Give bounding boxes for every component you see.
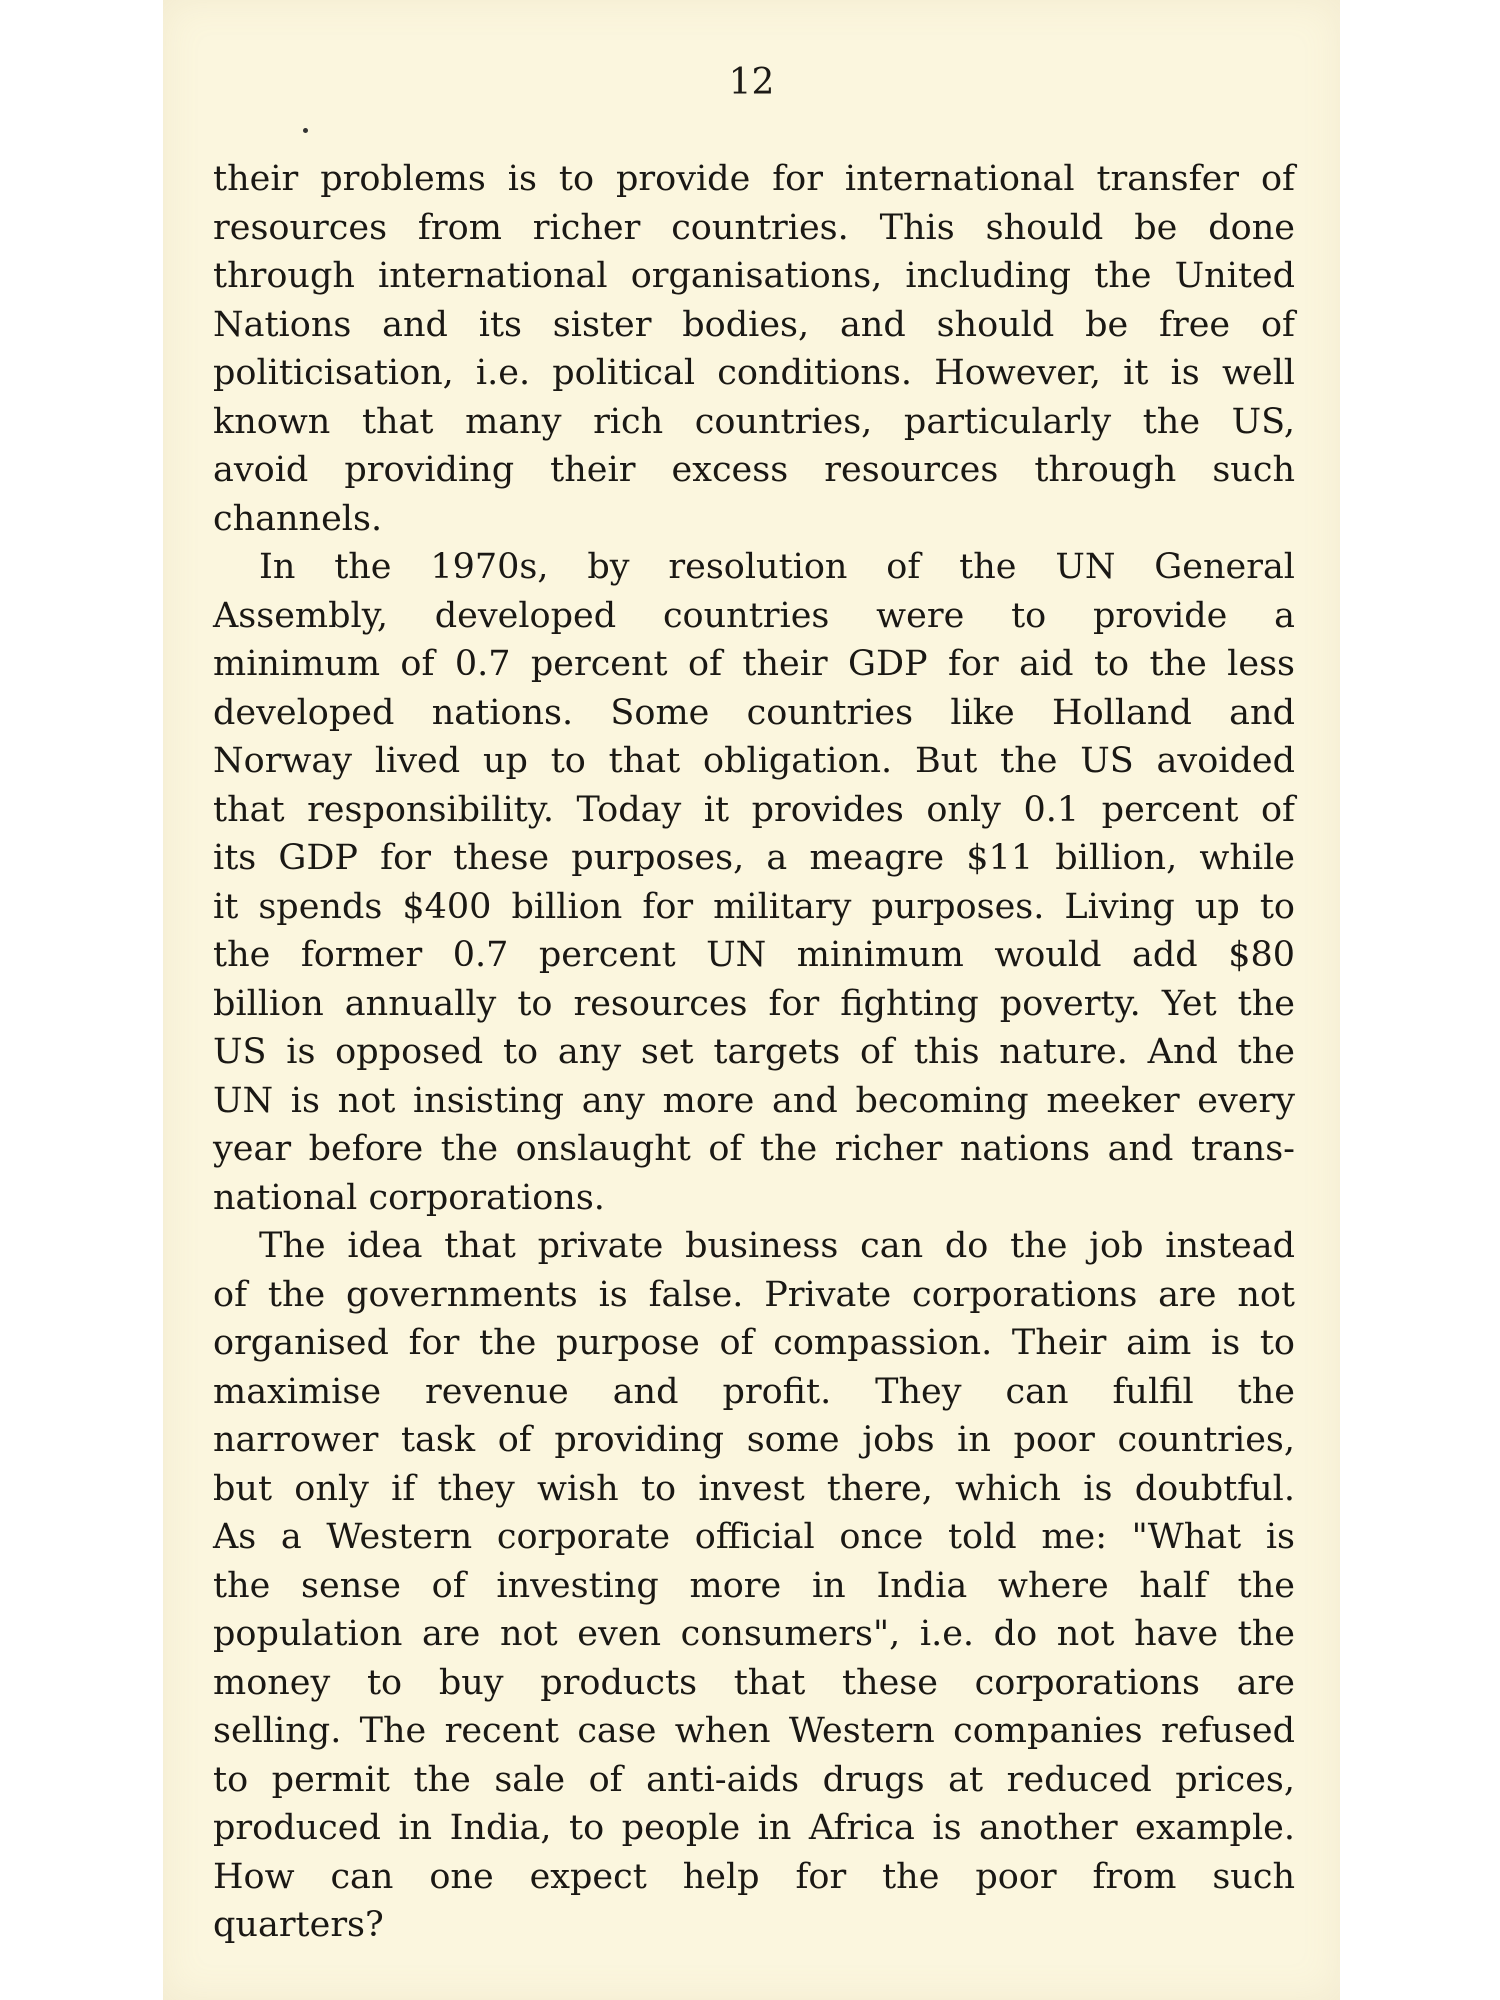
text-line: through international organisations, including the United <box>213 256 1295 296</box>
text-line: resources from richer countries. This should be done <box>213 207 1295 248</box>
text-line: organised for the purpose of compassion. Their aim is to <box>213 1323 1295 1363</box>
text-line: maximise revenue and profit. They can fulfil the <box>213 1371 1295 1412</box>
text-line: As a Western corporate official once told me: "What is <box>213 1517 1295 1557</box>
text-line: quarters? <box>213 1905 384 1945</box>
text-line: known that many rich countries, particularly the US, <box>213 401 1295 442</box>
text-line: produced in India, to people in Africa is another example. <box>213 1808 1295 1848</box>
text-line: billion annually to resources for fighting poverty. Yet the <box>213 983 1295 1024</box>
text-line: its GDP for these purposes, a meagre $11 billion, while <box>213 838 1295 878</box>
text-line: of the governments is false. Private corporations are not <box>213 1274 1295 1315</box>
text-line: to permit the sale of anti-aids drugs at reduced prices, <box>213 1759 1295 1800</box>
text-line: politicisation, i.e. political conditions. However, it is well <box>213 353 1295 393</box>
text-line: selling. The recent case when Western companies refused <box>213 1711 1295 1751</box>
text-line: that responsibility. Today it provides only 0.1 percent of <box>213 789 1295 830</box>
text-line: population are not even consumers", i.e. do not have the <box>213 1614 1295 1654</box>
text-line: national corporations. <box>213 1177 605 1218</box>
text-line: the former 0.7 percent UN minimum would add $80 <box>213 935 1295 975</box>
text-line: developed nations. Some countries like Holland and <box>213 692 1295 733</box>
paragraph <box>213 1222 1295 1950</box>
text-line: The idea that private business can do the job instead <box>259 1226 1295 1266</box>
book-page <box>163 0 1340 2000</box>
body-text <box>213 155 1295 1950</box>
text-line: minimum of 0.7 percent of their GDP for aid to the less <box>213 644 1295 684</box>
paragraph <box>213 155 1295 543</box>
text-line: Nations and its sister bodies, and should be free of <box>213 304 1295 345</box>
text-line: it spends $400 billion for military purposes. Living up to <box>213 886 1295 927</box>
text-line: Norway lived up to that obligation. But the US avoided <box>213 741 1295 781</box>
text-line: Assembly, developed countries were to provide a <box>213 595 1295 636</box>
text-line: money to buy products that these corporations are <box>213 1662 1295 1703</box>
page-number: 12 <box>728 62 775 103</box>
text-line: How can one expect help for the poor from such <box>213 1856 1295 1897</box>
text-line: narrower task of providing some jobs in poor countries, <box>213 1420 1295 1460</box>
text-line: year before the onslaught of the richer nations and trans- <box>213 1129 1295 1169</box>
text-line: their problems is to provide for international transfer of <box>213 159 1295 199</box>
text-line: US is opposed to any set targets of this nature. And the <box>213 1032 1295 1072</box>
text-line: In the 1970s, by resolution of the UN General <box>259 547 1295 587</box>
text-line: the sense of investing more in India where half the <box>213 1565 1295 1606</box>
text-line: channels. <box>213 498 383 539</box>
text-line: UN is not insisting any more and becoming meeker every <box>213 1080 1295 1121</box>
text-line: but only if they wish to invest there, which is doubtful. <box>213 1468 1295 1509</box>
paragraph <box>213 543 1295 1222</box>
text-line: avoid providing their excess resources through such <box>213 450 1295 490</box>
stray-ink-dot <box>303 128 308 133</box>
